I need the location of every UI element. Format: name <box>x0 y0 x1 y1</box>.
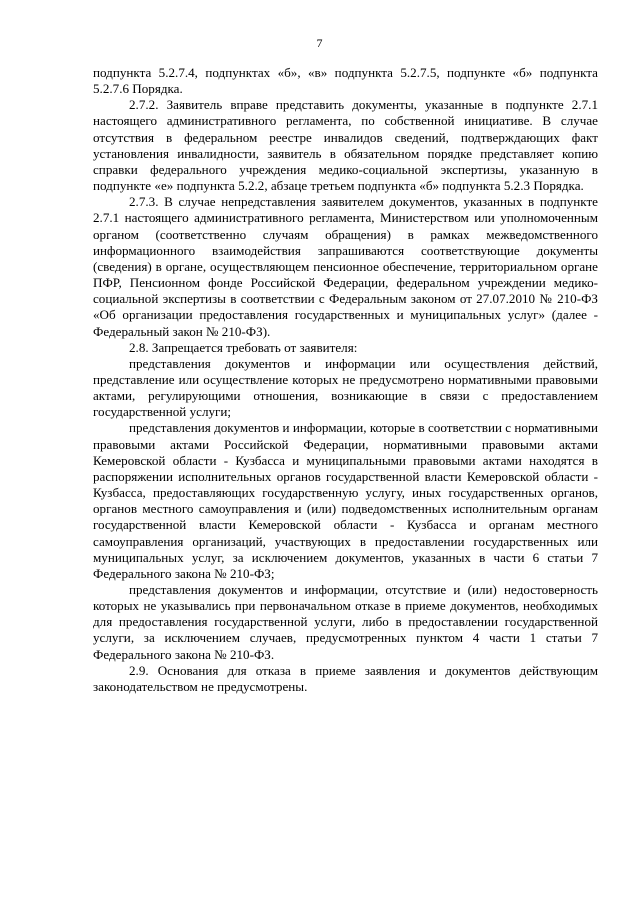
paragraph-2-9: 2.9. Основания для отказа в приеме заявления и документов действующим законодательством не предусмотрены. <box>93 662 598 694</box>
paragraph-2-7-2: 2.7.2. Заявитель вправе представить документы, указанные в подпункте 2.7.1 настоящего административного регламента, по собственной инициативе. В случае отсутствия в федеральном реестре инвалидов сведений, подтверждающих факт установления инвалидности, заявитель в обязательном порядке представляет копию справки федерального учреждения медико-социальной экспертизы, указанную в подпункте «е» подпункта 5.2.2, абзаце третьем подпункта «б» подпункта 5.2.3 Порядка. <box>93 97 598 194</box>
paragraph-2-8-item-1: представления документов и информации или осуществления действий, представление или осуществление которых не предусмотрено нормативными правовыми актами, регулирующими отношения, возникающие в связи с предоставлением государственной услуги; <box>93 355 598 420</box>
paragraph-2-8-item-3: представления документов и информации, отсутствие и (или) недостоверность которых не указывались при первоначальном отказе в приеме документов, необходимых для предоставления государственной услуги, либо в предоставлении государственной услуги, за исключением случаев, предусмотренных пунктом 4 части 1 статьи 7 Федерального закона № 210-ФЗ. <box>93 582 598 662</box>
paragraph-2-8-item-2: представления документов и информации, которые в соответствии с нормативными правовыми актами Российской Федерации, нормативными правовыми актами Кемеровской области - Кузбасса и муниципальными правовыми актами находятся в распоряжении исполнительных органов государственной власти Кемеровской области - Кузбасса, предоставляющих государственную услугу, иных государственных органов, органов местного самоуправления и (или) подведомственных исполнительным органам государственной власти Кемеровской области - Кузбасса и органам местного самоуправления организаций, участвующих в предоставлении государственных или муниципальных услуг, за исключением документов, указанных в части 6 статьи 7 Федерального закона № 210-ФЗ; <box>93 420 598 581</box>
page-number: 7 <box>316 36 323 50</box>
paragraph-2-8: 2.8. Запрещается требовать от заявителя: <box>129 339 358 355</box>
paragraph-continuation: подпункта 5.2.7.4, подпунктах «б», «в» подпункта 5.2.7.5, подпункте «б» подпункта 5.2.7.6 Порядка. <box>93 65 598 97</box>
paragraph-2-7-3: 2.7.3. В случае непредставления заявителем документов, указанных в подпункте 2.7.1 настоящего административного регламента, Министерством или уполномоченным органом (соответственно случаям обращения) в рамках межведомственного информационного взаимодействия запрашиваются соответствующие документы (сведения) в органе, осуществляющем пенсионное обеспечение, территориальном органе ПФР, Пенсионном фонде Российской Федерации, федеральном учреждении медико-социальной экспертизы в соответствии с Федеральным законом от 27.07.2010 № 210-ФЗ «Об организации предоставления государственных и муниципальных услуг» (далее - Федеральный закон № 210-ФЗ). <box>93 194 598 339</box>
document-body <box>93 65 598 695</box>
